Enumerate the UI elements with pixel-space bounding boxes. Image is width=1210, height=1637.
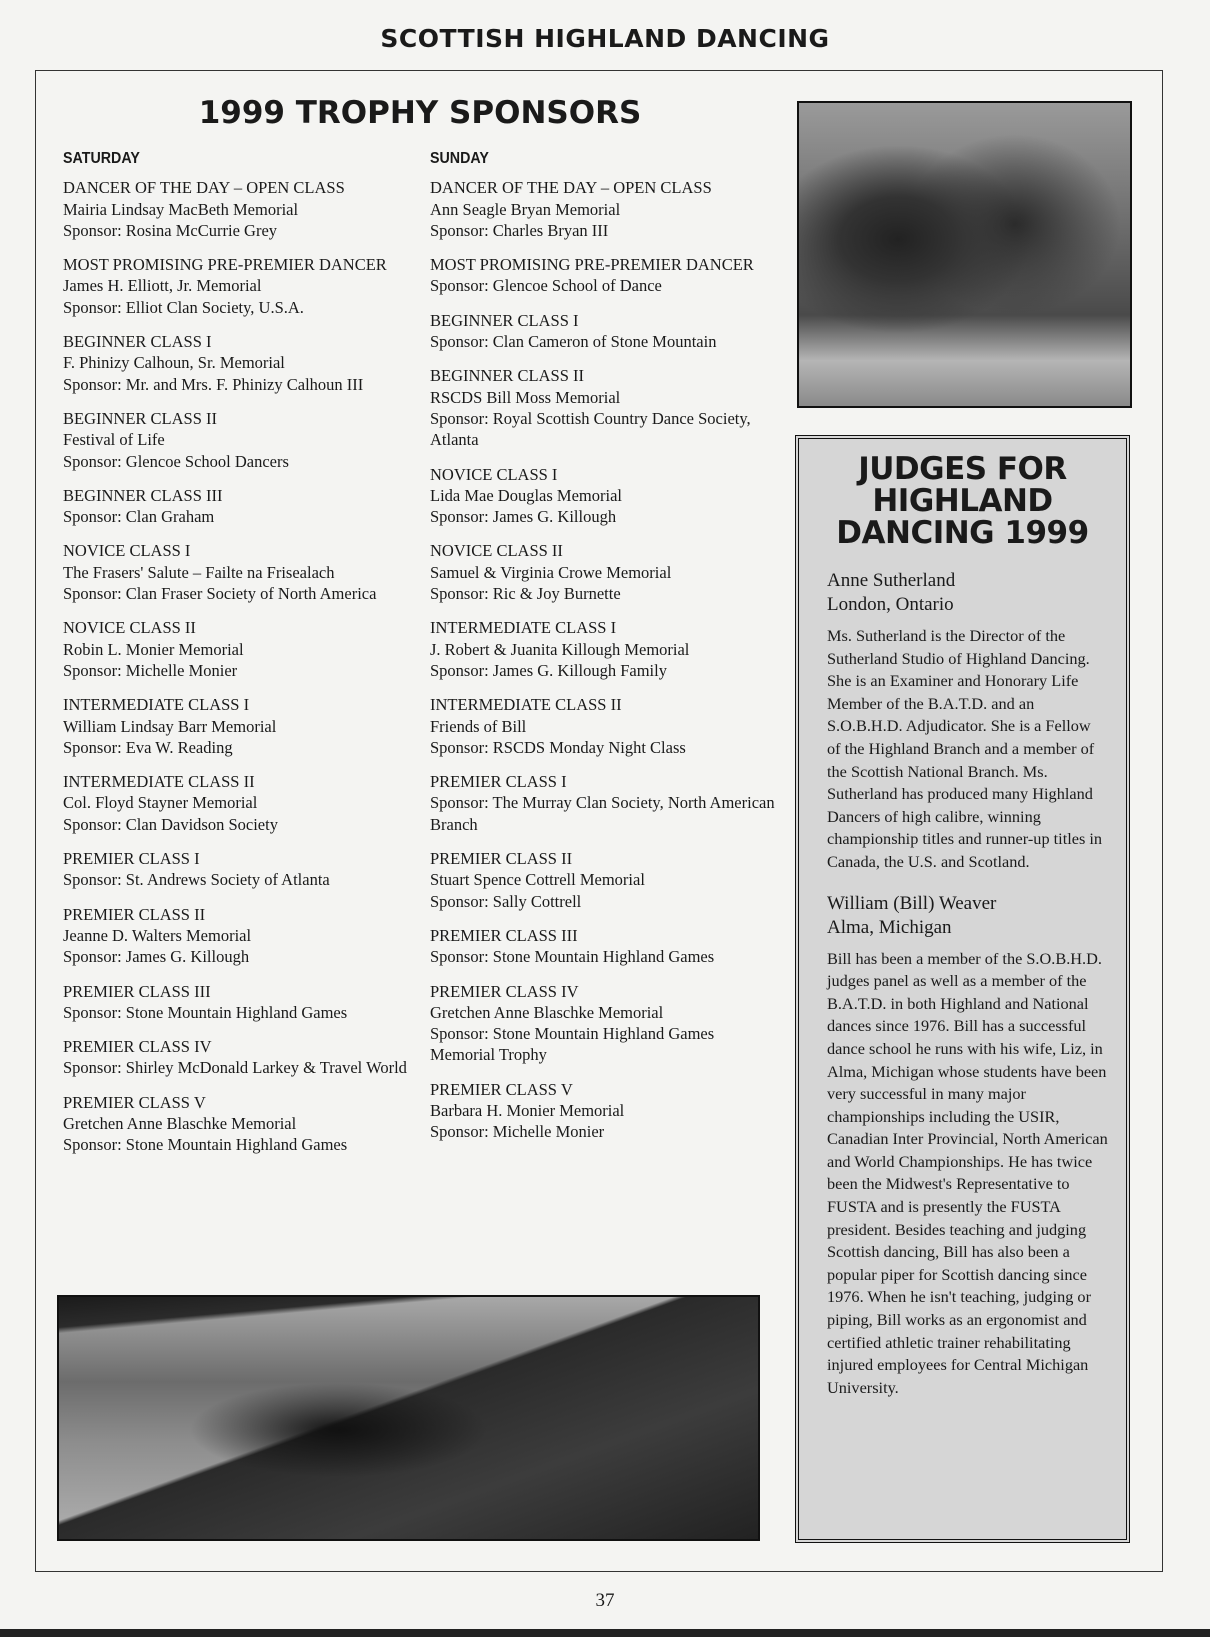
trophy-sponsor: Sponsor: Rosina McCurrie Grey bbox=[63, 220, 278, 240]
trophy-class-title: PREMIER CLASS I bbox=[430, 772, 567, 792]
trophy-entry bbox=[63, 694, 408, 758]
judges-title: JUDGES FOR HIGHLAND DANCING 1999 bbox=[836, 451, 1089, 551]
trophy-memorial: J. Robert & Juanita Killough Memorial bbox=[430, 639, 690, 659]
trophy-class-title: PREMIER CLASS IV bbox=[63, 1037, 212, 1057]
sunday-heading: SUNDAY bbox=[430, 150, 489, 167]
trophy-class-title: INTERMEDIATE CLASS I bbox=[430, 618, 617, 638]
trophy-sponsor: Sponsor: RSCDS Monday Night Class bbox=[430, 737, 686, 757]
trophy-sponsor: Sponsor: Clan Cameron of Stone Mountain bbox=[430, 332, 717, 352]
trophy-memorial: Robin L. Monier Memorial bbox=[63, 639, 244, 659]
trophy-entry bbox=[430, 771, 775, 835]
trophy-sponsor: Sponsor: Elliot Clan Society, U.S.A. bbox=[63, 297, 304, 317]
trophy-sponsor: Sponsor: Stone Mountain Highland Games bbox=[63, 1135, 348, 1155]
trophy-memorial: Col. Floyd Stayner Memorial bbox=[63, 793, 258, 813]
trophy-class-title: NOVICE CLASS II bbox=[430, 541, 563, 561]
trophy-entry bbox=[430, 617, 775, 681]
saturday-entries bbox=[63, 177, 408, 1155]
trophy-class-title: BEGINNER CLASS III bbox=[63, 485, 223, 505]
trophy-sponsor: Sponsor: James G. Killough bbox=[430, 507, 617, 527]
trophy-class-title: MOST PROMISING PRE-PREMIER DANCER bbox=[430, 255, 754, 275]
trophy-class-title: NOVICE CLASS I bbox=[430, 464, 558, 484]
trophy-entry bbox=[63, 617, 408, 681]
trophy-sponsor: Sponsor: The Murray Clan Society, North American Branch bbox=[430, 793, 775, 834]
trophy-sponsor: Sponsor: Michelle Monier bbox=[63, 660, 238, 680]
trophy-memorial: William Lindsay Barr Memorial bbox=[63, 716, 277, 736]
trophy-class-title: PREMIER CLASS V bbox=[430, 1079, 573, 1099]
trophy-class-title: BEGINNER CLASS II bbox=[430, 366, 585, 386]
trophy-sponsor: Sponsor: James G. Killough bbox=[63, 947, 250, 967]
trophy-class-title: MOST PROMISING PRE-PREMIER DANCER bbox=[63, 255, 387, 275]
trophy-entry bbox=[63, 1092, 408, 1156]
judge-entry bbox=[827, 569, 1108, 874]
trophy-entry bbox=[430, 310, 775, 353]
trophy-sponsor: Sponsor: Glencoe School Dancers bbox=[63, 451, 289, 471]
trophy-class-title: DANCER OF THE DAY – OPEN CLASS bbox=[430, 178, 712, 198]
trophy-class-title: BEGINNER CLASS I bbox=[430, 310, 579, 330]
trophy-memorial: Stuart Spence Cottrell Memorial bbox=[430, 870, 645, 890]
trophy-sponsor: Sponsor: Ric & Joy Burnette bbox=[430, 584, 621, 604]
trophy-memorial: Samuel & Virginia Crowe Memorial bbox=[430, 562, 672, 582]
trophy-entry bbox=[63, 331, 408, 395]
judge-name: William (Bill) Weaver bbox=[827, 892, 997, 914]
trophy-entry bbox=[430, 464, 775, 528]
scan-edge bbox=[0, 1629, 1210, 1637]
trophy-entry bbox=[430, 981, 775, 1066]
trophy-class-title: INTERMEDIATE CLASS II bbox=[63, 772, 255, 792]
trophy-sponsor: Sponsor: St. Andrews Society of Atlanta bbox=[63, 870, 330, 890]
trophy-sponsor: Sponsor: Sally Cottrell bbox=[430, 891, 582, 911]
trophy-class-title: NOVICE CLASS I bbox=[63, 541, 191, 561]
trophy-entry bbox=[430, 1079, 775, 1143]
trophy-sponsor: Sponsor: Clan Graham bbox=[63, 507, 215, 527]
trophy-memorial: Barbara H. Monier Memorial bbox=[430, 1100, 625, 1120]
trophy-memorial: Gretchen Anne Blaschke Memorial bbox=[63, 1113, 297, 1133]
trophy-entry bbox=[63, 485, 408, 528]
trophy-class-title: INTERMEDIATE CLASS I bbox=[63, 695, 250, 715]
trophy-sponsor: Sponsor: Glencoe School of Dance bbox=[430, 276, 662, 296]
sunday-column bbox=[430, 148, 775, 1156]
trophy-memorial: Lida Mae Douglas Memorial bbox=[430, 485, 622, 505]
trophy-memorial: The Frasers' Salute – Failte na Frisealach bbox=[63, 562, 335, 582]
trophy-sponsor: Sponsor: Stone Mountain Highland Games Memorial Trophy bbox=[430, 1024, 715, 1065]
trophy-memorial: F. Phinizy Calhoun, Sr. Memorial bbox=[63, 353, 285, 373]
trophy-sponsor: Sponsor: Charles Bryan III bbox=[430, 220, 609, 240]
sponsors-title: 1999 TROPHY SPONSORS bbox=[198, 95, 642, 131]
trophy-class-title: NOVICE CLASS II bbox=[63, 618, 196, 638]
trophy-class-title: DANCER OF THE DAY – OPEN CLASS bbox=[63, 178, 345, 198]
trophy-class-title: PREMIER CLASS III bbox=[430, 925, 578, 945]
trophy-entry bbox=[63, 904, 408, 968]
saturday-column bbox=[63, 148, 408, 1169]
trophy-class-title: PREMIER CLASS V bbox=[63, 1092, 206, 1112]
trophy-sponsor: Sponsor: James G. Killough Family bbox=[430, 660, 667, 680]
trophy-entry bbox=[430, 694, 775, 758]
trophy-entry bbox=[63, 408, 408, 472]
page-header-title: SCOTTISH HIGHLAND DANCING bbox=[380, 24, 830, 53]
trophy-memorial: Gretchen Anne Blaschke Memorial bbox=[430, 1002, 664, 1022]
judges-box bbox=[795, 435, 1130, 1543]
judge-entry bbox=[827, 892, 1108, 1400]
trophy-entry bbox=[63, 848, 408, 891]
trophy-entry bbox=[430, 365, 775, 450]
judge-bio: Ms. Sutherland is the Director of the Sutherland Studio of Highland Dancing. She is an Examiner and Honorary Life Member of the B.A.T.D. and an S.O.B.H.D. Adjudicator. She is a Fellow of the Highland Branch and a member of the Scottish National Branch. Ms. Sutherland has produced many Highland Dancers of high calibre, winning championship titles and runner-up titles in Canada, the U.S. and Scotland. bbox=[827, 626, 1103, 871]
trophy-sponsor: Sponsor: Stone Mountain Highland Games bbox=[430, 947, 715, 967]
judge-name: Anne Sutherland bbox=[827, 570, 956, 591]
trophy-entry bbox=[63, 1036, 408, 1079]
trophy-class-title: PREMIER CLASS IV bbox=[430, 981, 579, 1001]
trophy-sponsor: Sponsor: Michelle Monier bbox=[430, 1122, 605, 1142]
pavilion-dancers-photo bbox=[57, 1295, 760, 1541]
judge-bio: Bill has been a member of the S.O.B.H.D. judges panel as well as a member of the B.A.T.D. in both Highland and National dances since 1976. Bill has a successful dance school he runs with his wife, Liz, in Alma, Michigan whose students have been very successful in many major championships including the USIR, Canadian Inter Provincial, North American and World Championships. He has twice been the Midwest's Representative to FUSTA and is presently the FUSTA president. Besides teaching and judging Scottish dancing, Bill has also been a popular piper for Scottish dancing since 1976. When he isn't teaching, judging or piping, Bill works as an ergonomist and certified athletic trainer rehabilitating injured employees for Central Michigan University. bbox=[827, 948, 1108, 1397]
trophy-class-title: PREMIER CLASS II bbox=[430, 849, 573, 869]
trophy-class-title: PREMIER CLASS II bbox=[63, 904, 206, 924]
trophy-sponsor: Sponsor: Stone Mountain Highland Games bbox=[63, 1002, 348, 1022]
trophy-entry bbox=[430, 177, 775, 241]
trophy-sponsor: Sponsor: Eva W. Reading bbox=[63, 737, 233, 757]
trophy-sponsor: Sponsor: Shirley McDonald Larkey & Travel World bbox=[63, 1058, 407, 1078]
trophy-memorial: Friends of Bill bbox=[430, 716, 527, 736]
sunday-entries bbox=[430, 177, 775, 1142]
trophy-entry bbox=[63, 177, 408, 241]
trophy-entry bbox=[63, 254, 408, 318]
trophy-memorial: Ann Seagle Bryan Memorial bbox=[430, 199, 621, 219]
trophy-entry bbox=[63, 540, 408, 604]
saturday-heading: SATURDAY bbox=[63, 150, 140, 167]
page-number: 37 bbox=[595, 1590, 615, 1611]
trophy-entry bbox=[63, 981, 408, 1024]
trophy-sponsor: Sponsor: Mr. and Mrs. F. Phinizy Calhoun III bbox=[63, 374, 364, 394]
trophy-class-title: PREMIER CLASS III bbox=[63, 981, 211, 1001]
trophy-memorial: James H. Elliott, Jr. Memorial bbox=[63, 276, 262, 296]
trophy-sponsor: Sponsor: Clan Fraser Society of North America bbox=[63, 584, 377, 604]
trophy-entry bbox=[63, 771, 408, 835]
trophy-class-title: PREMIER CLASS I bbox=[63, 849, 200, 869]
trophy-memorial: Festival of Life bbox=[63, 430, 165, 450]
trophy-memorial: RSCDS Bill Moss Memorial bbox=[430, 387, 621, 407]
dancers-photo bbox=[797, 101, 1132, 408]
trophy-entry bbox=[430, 254, 775, 297]
judge-location: London, Ontario bbox=[827, 594, 954, 615]
trophy-entry bbox=[430, 925, 775, 968]
trophy-memorial: Jeanne D. Walters Memorial bbox=[63, 925, 252, 945]
trophy-class-title: BEGINNER CLASS I bbox=[63, 332, 212, 352]
judge-location: Alma, Michigan bbox=[827, 916, 952, 938]
trophy-class-title: BEGINNER CLASS II bbox=[63, 408, 218, 428]
trophy-sponsor: Sponsor: Royal Scottish Country Dance Society, Atlanta bbox=[430, 408, 751, 450]
trophy-entry bbox=[430, 540, 775, 604]
trophy-sponsor: Sponsor: Clan Davidson Society bbox=[63, 814, 278, 834]
trophy-class-title: INTERMEDIATE CLASS II bbox=[430, 695, 622, 715]
trophy-entry bbox=[430, 848, 775, 912]
trophy-memorial: Mairia Lindsay MacBeth Memorial bbox=[63, 199, 299, 219]
